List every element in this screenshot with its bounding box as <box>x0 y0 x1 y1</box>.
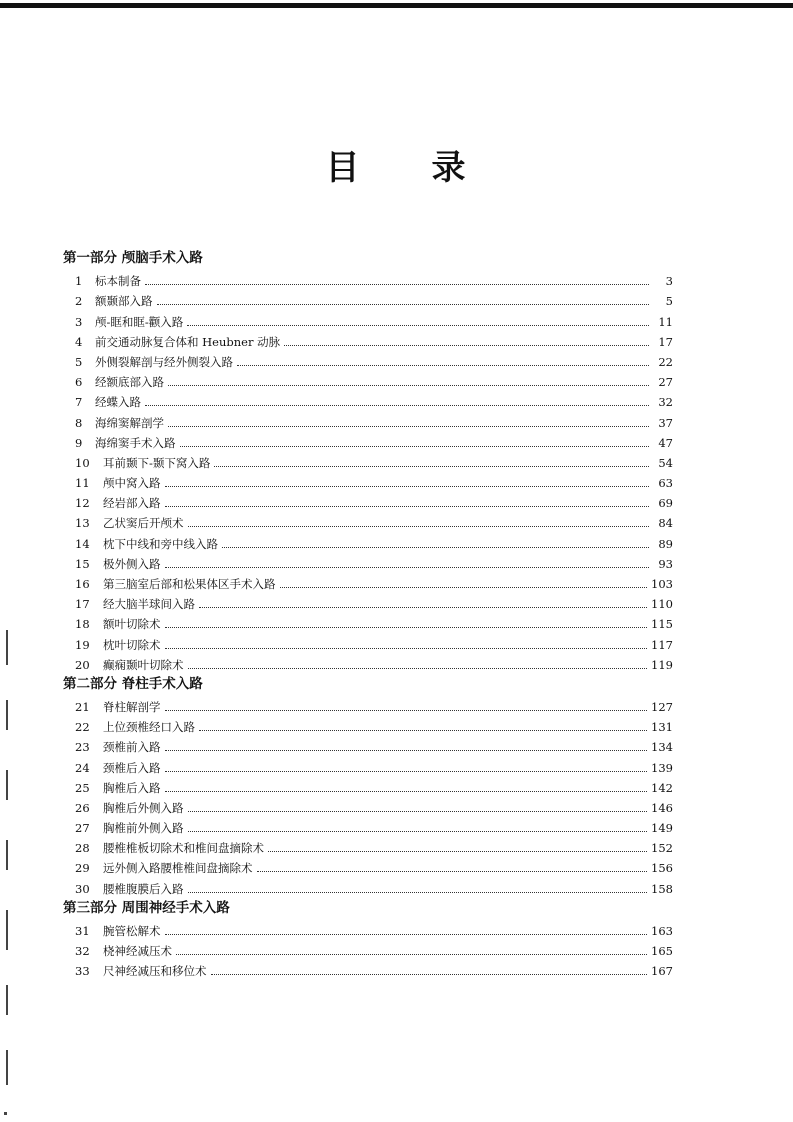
dot-leader <box>157 304 650 305</box>
dot-leader <box>165 710 648 711</box>
page-number: 84 <box>658 516 673 531</box>
page-number: 63 <box>658 476 673 491</box>
chapter-title: 乙状窦后开颅术 <box>103 516 184 531</box>
chapter-title: 尺神经减压和移位术 <box>103 964 207 979</box>
page-title-right: 录 <box>431 148 468 188</box>
chapter-title: 额叶切除术 <box>103 617 161 632</box>
chapter-title: 海绵窦手术入路 <box>95 435 176 450</box>
top-border-rule <box>0 3 793 8</box>
toc-entry[interactable] <box>63 471 673 491</box>
chapter-number: 17 <box>75 597 90 612</box>
dot-leader <box>188 831 648 832</box>
page-number: 89 <box>658 536 673 551</box>
chapter-title: 耳前颞下-颞下窝入路 <box>103 455 211 470</box>
page-number: 127 <box>651 699 673 714</box>
chapter-number: 6 <box>75 375 83 390</box>
page-number: 32 <box>658 395 673 410</box>
chapter-number: 31 <box>75 923 90 938</box>
dot-leader <box>165 567 650 568</box>
toc-entry[interactable] <box>63 511 673 531</box>
page-title <box>0 140 793 189</box>
chapter-title: 经大脑半球间入路 <box>103 597 195 612</box>
chapter-title: 桡神经减压术 <box>103 944 172 958</box>
chapter-title: 极外侧入路 <box>103 556 161 571</box>
page-number: 156 <box>651 861 673 876</box>
chapter-number: 33 <box>75 964 90 979</box>
dot-leader <box>168 385 649 386</box>
dot-leader <box>188 668 648 669</box>
toc-entry[interactable] <box>63 309 673 329</box>
toc-entry[interactable] <box>63 390 673 410</box>
chapter-number: 27 <box>75 821 90 836</box>
scan-edge-mark <box>6 840 8 870</box>
page-number: 3 <box>665 274 673 289</box>
chapter-number: 13 <box>75 516 90 531</box>
dot-leader <box>165 934 648 935</box>
page-number: 11 <box>658 314 673 329</box>
toc-entry[interactable] <box>63 289 673 309</box>
chapter-title: 海绵窦解剖学 <box>95 415 164 430</box>
chapter-number: 9 <box>75 435 83 450</box>
page-number: 93 <box>658 556 673 571</box>
dot-leader <box>214 466 649 467</box>
page-number: 131 <box>651 720 673 735</box>
chapter-title: 额颞部入路 <box>95 294 153 309</box>
toc-entry[interactable] <box>63 876 673 896</box>
dot-leader <box>145 405 649 406</box>
page-number: 103 <box>651 577 673 591</box>
dot-leader <box>165 791 648 792</box>
chapter-number: 15 <box>75 556 90 571</box>
chapter-number: 14 <box>75 536 90 551</box>
scan-edge-mark <box>6 630 8 665</box>
chapter-number: 7 <box>75 395 83 410</box>
toc-entry[interactable] <box>63 330 673 350</box>
chapter-number: 12 <box>75 496 90 511</box>
chapter-number: 4 <box>75 334 83 349</box>
toc-entry[interactable] <box>63 370 673 390</box>
chapter-title: 颈椎后入路 <box>103 760 161 775</box>
dot-leader <box>211 974 648 975</box>
toc-entry[interactable] <box>63 735 673 755</box>
page-number: 158 <box>651 881 673 896</box>
scan-edge-mark <box>6 910 8 950</box>
dot-leader <box>188 526 650 527</box>
toc-entry[interactable] <box>63 572 673 592</box>
chapter-title: 枕下中线和旁中线入路 <box>103 536 218 551</box>
page-number: 134 <box>651 740 673 755</box>
chapter-number: 32 <box>75 944 90 958</box>
dot-leader <box>165 750 648 751</box>
page-number: 149 <box>651 821 673 836</box>
dot-leader <box>165 627 648 628</box>
chapter-number: 8 <box>75 415 83 430</box>
page-number: 5 <box>665 294 673 309</box>
chapter-number: 5 <box>75 354 83 369</box>
dot-leader <box>165 486 650 487</box>
dot-leader <box>187 325 649 326</box>
chapter-title: 胸椎后入路 <box>103 780 161 795</box>
toc-entry[interactable] <box>63 592 673 612</box>
chapter-number: 28 <box>75 841 90 856</box>
dot-leader <box>188 892 648 893</box>
chapter-number: 23 <box>75 740 90 755</box>
chapter-number: 11 <box>75 476 90 491</box>
chapter-number: 21 <box>75 699 90 714</box>
toc-entry[interactable] <box>63 856 673 876</box>
dot-leader <box>180 446 650 447</box>
page-number: 69 <box>658 496 673 511</box>
chapter-title: 标本制备 <box>95 274 141 289</box>
page-number: 165 <box>651 944 673 958</box>
toc-entry[interactable] <box>63 350 673 370</box>
chapter-title: 前交通动脉复合体和 Heubner 动脉 <box>95 334 281 349</box>
toc-entry[interactable] <box>63 491 673 511</box>
toc-entry[interactable] <box>63 410 673 430</box>
toc-entry[interactable] <box>63 919 673 939</box>
chapter-number: 18 <box>75 617 90 632</box>
chapter-title: 经额底部入路 <box>95 375 164 390</box>
chapter-title: 颅-眶和眶-颧入路 <box>95 314 184 329</box>
toc-entry[interactable] <box>63 796 673 816</box>
page-number: 17 <box>658 334 673 349</box>
toc-entry[interactable] <box>63 531 673 551</box>
page-number: 117 <box>651 637 673 652</box>
dot-leader <box>199 730 647 731</box>
chapter-title: 第三脑室后部和松果体区手术入路 <box>103 577 276 591</box>
dot-leader <box>268 851 647 852</box>
dot-leader <box>188 811 648 812</box>
page-number: 119 <box>651 657 673 672</box>
dot-leader <box>280 587 648 588</box>
chapter-number: 30 <box>75 881 90 896</box>
chapter-title: 胸椎后外侧入路 <box>103 800 184 815</box>
scan-edge-mark <box>6 985 8 1015</box>
chapter-title: 胸椎前外侧入路 <box>103 821 184 836</box>
chapter-title: 颈椎前入路 <box>103 740 161 755</box>
dot-leader <box>168 426 649 427</box>
dot-leader <box>199 607 647 608</box>
page-number: 152 <box>651 841 673 856</box>
toc-entry[interactable] <box>63 776 673 796</box>
chapter-title: 癫痫颞叶切除术 <box>103 657 184 672</box>
toc-entry[interactable] <box>63 431 673 451</box>
chapter-number: 16 <box>75 577 90 591</box>
scan-edge-mark <box>6 770 8 800</box>
chapter-title: 脊柱解剖学 <box>103 699 161 714</box>
table-of-contents <box>63 247 673 979</box>
page-number: 110 <box>651 597 673 612</box>
toc-entry[interactable] <box>63 755 673 775</box>
chapter-title: 经蝶入路 <box>95 395 141 410</box>
page-number: 167 <box>651 964 673 979</box>
chapter-title: 颅中窝入路 <box>103 476 161 491</box>
chapter-title: 腰椎椎板切除术和椎间盘摘除术 <box>103 841 264 856</box>
section-heading: 第三部分 周围神经手术入路 <box>63 899 230 916</box>
dot-leader <box>237 365 649 366</box>
chapter-title: 腰椎腹膜后入路 <box>103 881 184 896</box>
chapter-number: 25 <box>75 780 90 795</box>
page-number: 37 <box>658 415 673 430</box>
chapter-title: 远外侧入路腰椎椎间盘摘除术 <box>103 861 253 876</box>
chapter-number: 29 <box>75 861 90 876</box>
page-number: 163 <box>651 923 673 938</box>
toc-entry[interactable] <box>63 715 673 735</box>
dot-leader <box>257 871 648 872</box>
chapter-number: 3 <box>75 314 83 329</box>
toc-entry[interactable] <box>63 816 673 836</box>
chapter-number: 10 <box>75 455 90 470</box>
section-heading: 第二部分 脊柱手术入路 <box>63 675 203 692</box>
page-number: 139 <box>651 760 673 775</box>
chapter-title: 腕管松解术 <box>103 923 161 938</box>
toc-entry[interactable] <box>63 653 673 673</box>
toc-entry[interactable] <box>63 695 673 715</box>
toc-entry[interactable] <box>63 269 673 289</box>
toc-entry[interactable] <box>63 959 673 979</box>
page-number: 22 <box>658 354 673 369</box>
page-number: 146 <box>651 800 673 815</box>
page-title-left: 目 <box>325 148 362 188</box>
section-heading: 第一部分 颅脑手术入路 <box>63 250 203 266</box>
chapter-number: 24 <box>75 760 90 775</box>
toc-entry[interactable] <box>63 632 673 652</box>
dot-leader <box>145 284 649 285</box>
toc-entry[interactable] <box>63 836 673 856</box>
toc-entry[interactable] <box>63 552 673 572</box>
scan-edge-mark <box>6 1050 8 1085</box>
dot-leader <box>165 506 650 507</box>
page-number: 115 <box>651 617 673 632</box>
page-number: 54 <box>658 455 673 470</box>
chapter-number: 20 <box>75 657 90 672</box>
page-number: 47 <box>658 435 673 450</box>
chapter-number: 2 <box>75 294 83 309</box>
page-number: 142 <box>651 780 673 795</box>
dot-leader <box>284 345 649 346</box>
toc-entry[interactable] <box>63 612 673 632</box>
scan-dot-mark <box>4 1112 7 1115</box>
page-number: 27 <box>658 375 673 390</box>
chapter-title: 外侧裂解剖与经外侧裂入路 <box>95 354 233 369</box>
toc-entry[interactable] <box>63 939 673 959</box>
toc-entry[interactable] <box>63 451 673 471</box>
chapter-number: 26 <box>75 800 90 815</box>
dot-leader <box>222 547 649 548</box>
dot-leader <box>165 648 648 649</box>
dot-leader <box>165 771 648 772</box>
chapter-number: 19 <box>75 637 90 652</box>
chapter-number: 22 <box>75 720 90 735</box>
scan-edge-mark <box>6 700 8 730</box>
chapter-title: 枕叶切除术 <box>103 637 161 652</box>
chapter-number: 1 <box>75 274 83 289</box>
dot-leader <box>176 954 647 955</box>
chapter-title: 上位颈椎经口入路 <box>103 720 195 735</box>
chapter-title: 经岩部入路 <box>103 496 161 511</box>
